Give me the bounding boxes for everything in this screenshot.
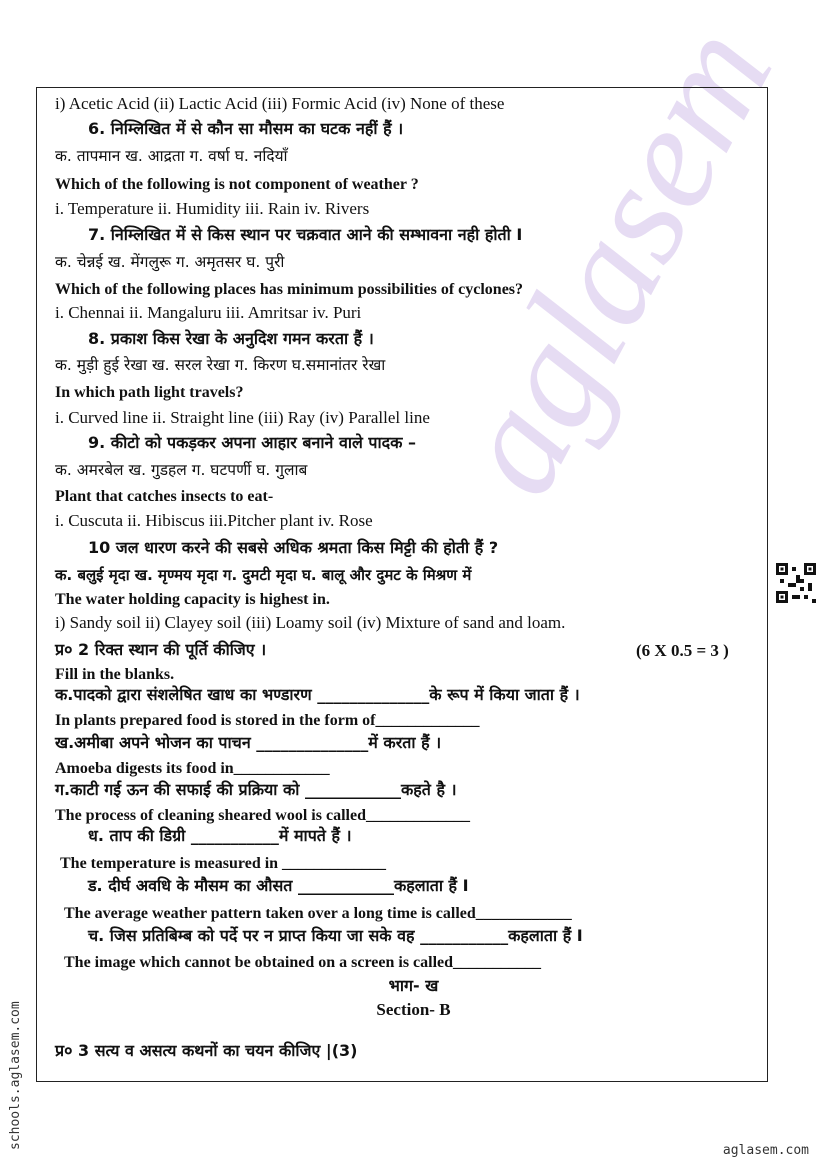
q8-options-hindi: क. मुड़ी हुई रेखा ख. सरल रेखा ग. किरण घ.समानांतर रेखा [55,356,386,374]
fill-c-english: The process of cleaning sheared wool is called_____________ [55,807,470,824]
fill-e-english: The average weather pattern taken over a long time is called____________ [64,905,572,922]
q3-heading-hindi: प्र० 3 सत्य व असत्य कथनों का चयन कीजिए |(3) [55,1041,358,1060]
fill-a-english: In plants prepared food is stored in the form of_____________ [55,712,480,729]
q8-hindi: 8. प्रकाश किस रेखा के अनुदिश गमन करता हैं । [88,329,374,348]
fill-f-english: The image which cannot be obtained on a screen is called___________ [64,954,542,971]
section-b-hindi: भाग- ख [388,976,439,995]
q6-options-hindi: क. तापमान ख. आद्रता ग. वर्षा घ. नदियाँ [55,147,288,165]
qr-code-icon [776,563,816,603]
fill-c-hindi: ग.काटी गई ऊन की सफाई की प्रक्रिया को ____________कहते है । [55,780,457,799]
fill-f-hindi: च. जिस प्रतिबिम्ब को पर्दे पर न प्राप्त किया जा सके वह ___________कहलाता हैं I [88,926,583,945]
q6-hindi: 6. निम्लिखित में से कौन सा मौसम का घटक नहीं हैं । [88,119,404,138]
q10-english: The water holding capacity is highest in. [55,591,330,608]
fill-b-hindi: ख.अमीबा अपने भोजन का पाचन ______________में करता हैं । [55,733,442,752]
footer-url: aglasem.com [722,1143,809,1158]
q7-options-english: i. Chennai ii. Mangaluru iii. Amritsar iv. Puri [55,303,362,322]
fill-d-hindi: ध. ताप की डिग्री ___________में मापते हैं । [88,826,352,845]
q2-heading-english: Fill in the blanks. [55,666,175,683]
q5-options-en: i) Acetic Acid (ii) Lactic Acid (iii) Formic Acid (iv) None of these [55,94,505,113]
q10-options-hindi: क. बलुई मृदा ख. मृण्मय मृदा ग. दुमटी मृदा घ. बालू और दुमट के मिश्रण में [55,566,472,584]
q10-options-english: i) Sandy soil ii) Clayey soil (iii) Loamy soil (iv) Mixture of sand and loam. [55,613,566,632]
fill-d-english: The temperature is measured in _____________ [60,855,387,872]
q7-options-hindi: क. चेन्नई ख. मेंगलुरू ग. अमृतसर घ. पुरी [55,253,285,271]
q8-options-english: i. Curved line ii. Straight line (iii) Ray (iv) Parallel line [55,408,430,427]
q2-heading-hindi: प्र० 2 रिक्त स्थान की पूर्ति कीजिए । [55,640,267,659]
q9-options-hindi: क. अमरबेल ख. गुडहल ग. घटपर्णी घ. गुलाब [55,461,308,479]
q9-english: Plant that catches insects to eat- [55,488,274,505]
q6-english: Which of the following is not component of weather ? [55,176,419,193]
q6-options-english: i. Temperature ii. Humidity iii. Rain iv. Rivers [55,199,370,218]
side-url: schools.aglasem.com [8,1001,23,1150]
q8-english: In which path light travels? [55,384,244,401]
q7-english: Which of the following places has minimum possibilities of cyclones? [55,281,524,298]
q2-marks: (6 X 0.5 = 3 ) [636,641,729,660]
watermark: aglasem [422,0,804,520]
q9-options-english: i. Cuscuta ii. Hibiscus iii.Pitcher plant iv. Rose [55,511,373,530]
q9-hindi: 9. कीटो को पकड़कर अपना आहार बनाने वाले पादक – [88,433,417,452]
fill-e-hindi: ड. दीर्घ अवधि के मौसम का औसत ____________कहलाता हैं I [88,876,469,895]
q7-hindi: 7. निम्लिखित में से किस स्थान पर चक्रवात आने की सम्भावना नही होती I [88,225,523,244]
q10-hindi: 10 जल धारण करने की सबसे अधिक श्रमता किस मिट्टी की होती हैं ? [88,538,499,557]
fill-a-hindi: क.पादको द्वारा संशलेषित खाध का भण्डारण ______________के रूप में किया जाता हैं । [55,685,580,704]
fill-b-english: Amoeba digests its food in____________ [55,760,330,777]
section-b-english: Section- B [376,1000,451,1019]
